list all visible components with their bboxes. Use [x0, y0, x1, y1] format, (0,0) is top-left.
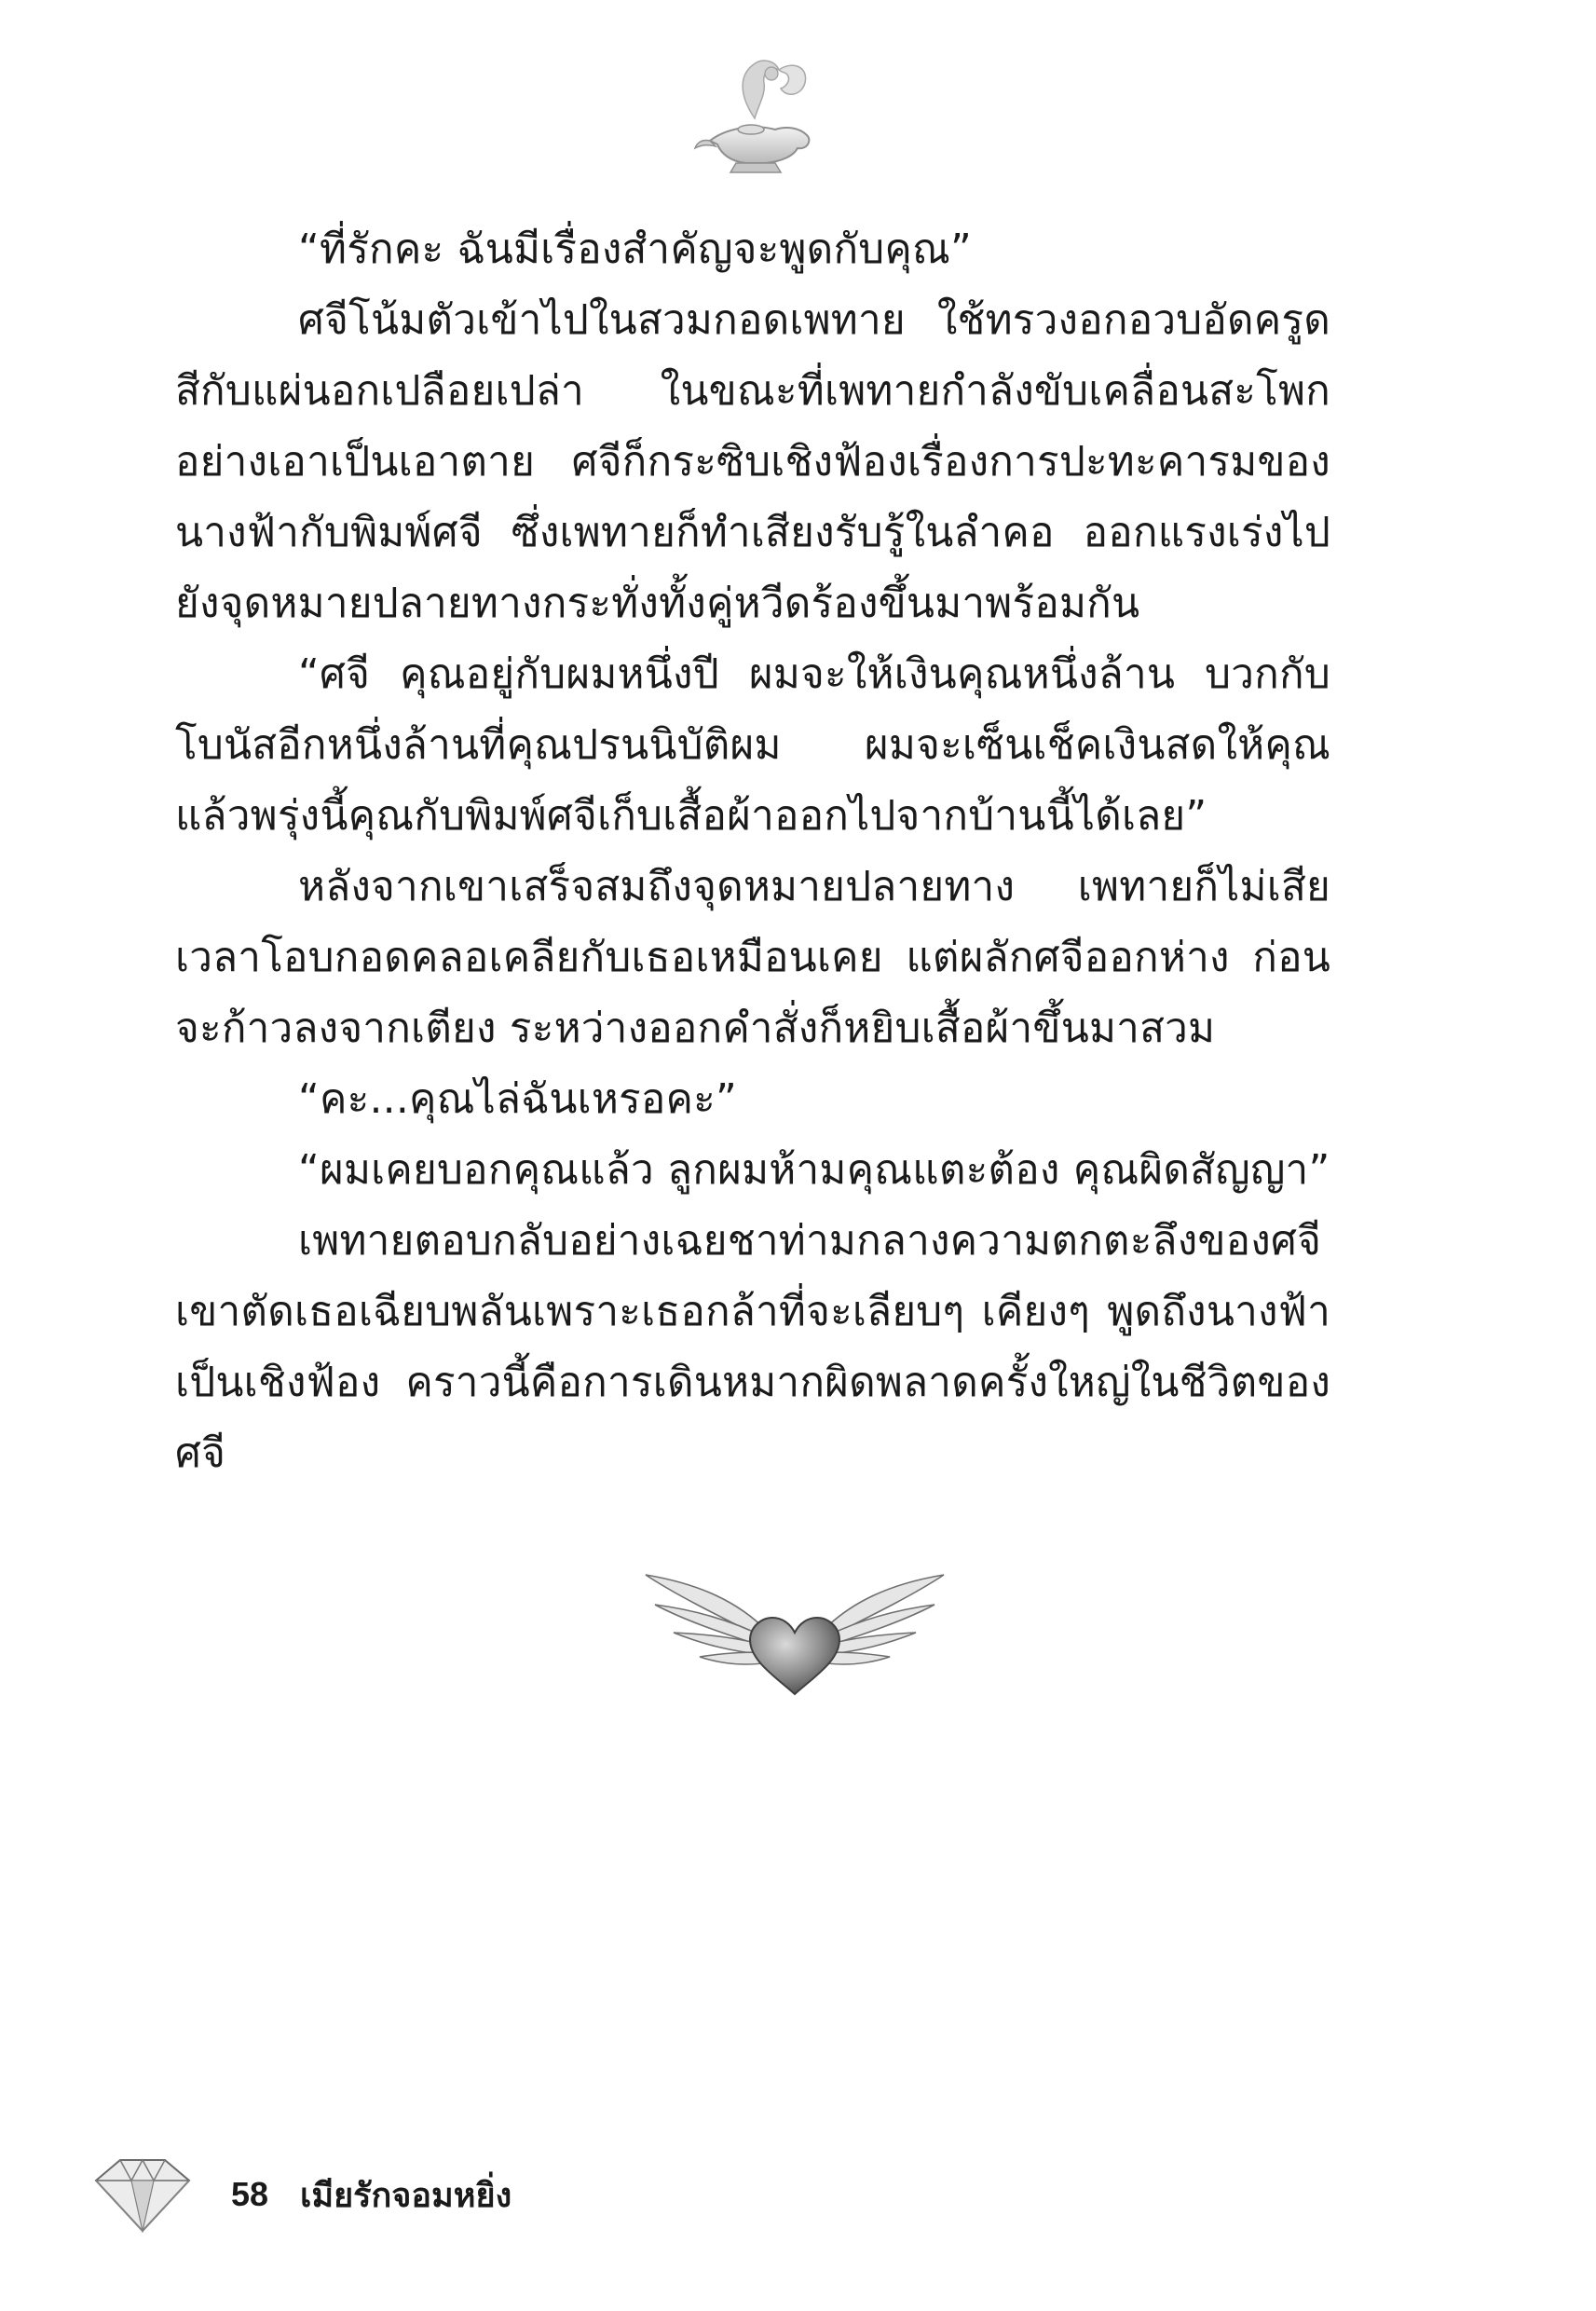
book-title: เมียรักจอมหยิ่ง [300, 2176, 512, 2215]
paragraph: หลังจากเขาเสร็จสมถึงจุดหมายปลายทาง เพทายก็ไม่เสียเวลาโอบกอดคลอเคลียกับเธอเหมือนเคย แต่ผลักศจีออกห่าง ก่อนจะก้าวลงจากเตียง ระหว่างออกคำสั่งก็หยิบเสื้อผ้าขึ้นมาสวม [175, 863, 1330, 1052]
paragraph: ศจีโน้มตัวเข้าไปในสวมกอดเพทาย ใช้ทรวงอกอวบอัดครูดสีกับแผ่นอกเปลือยเปล่า ในขณะที่เพทายกำลังขับเคลื่อนสะโพกอย่างเอาเป็นเอาตาย ศจีก็กระซิบเชิงฟ้องเรื่องการปะทะคารมของนางฟ้ากับพิมพ์ศจี ซึ่งเพทายก็ทำเสียงรับรู้ในลำคอ ออกแรงเร่งไปยังจุดหมายปลายทางกระทั่งทั้งคู่หวีดร้องขึ้นมาพร้อมกัน [175, 296, 1330, 627]
paragraph: เพทายตอบกลับอย่างเฉยชาท่ามกลางความตกตะลึงของศจี เขาตัดเธอเฉียบพลันเพราะเธอกล้าที่จะเลียบๆ เคียงๆ พูดถึงนางฟ้าเป็นเชิงฟ้อง คราวนี้คือการเดินหมากผิดพลาดครั้งใหญ่ในชีวิตของศจี [175, 1217, 1330, 1477]
winged-heart-icon [636, 1547, 953, 1705]
paragraph: “คะ...คุณไล่ฉันเหรอคะ” [298, 1075, 737, 1123]
page-number: 58 [231, 2175, 269, 2213]
paragraph: “ศจี คุณอยู่กับผมหนึ่งปี ผมจะให้เงินคุณหนึ่งล้าน บวกกับโบนัสอีกหนึ่งล้านที่คุณปรนนิบัติผม ผมจะเซ็นเช็คเงินสดให้คุณ แล้วพรุ่งนี้คุณกับพิมพ์ศจีเก็บเสื้อผ้าออกไปจากบ้านนี้ได้เลย” [175, 650, 1330, 840]
paragraph: “ที่รักคะ ฉันมีเรื่องสำคัญจะพูดกับคุณ” [298, 226, 973, 273]
genie-lamp-icon [689, 51, 829, 182]
page-footer [89, 2143, 741, 2246]
paragraph: “ผมเคยบอกคุณแล้ว ลูกผมห้ามคุณแตะต้อง คุณผิดสัญญา” [298, 1146, 1330, 1194]
diamond-icon [89, 2153, 196, 2236]
chapter-body [175, 214, 1330, 1489]
